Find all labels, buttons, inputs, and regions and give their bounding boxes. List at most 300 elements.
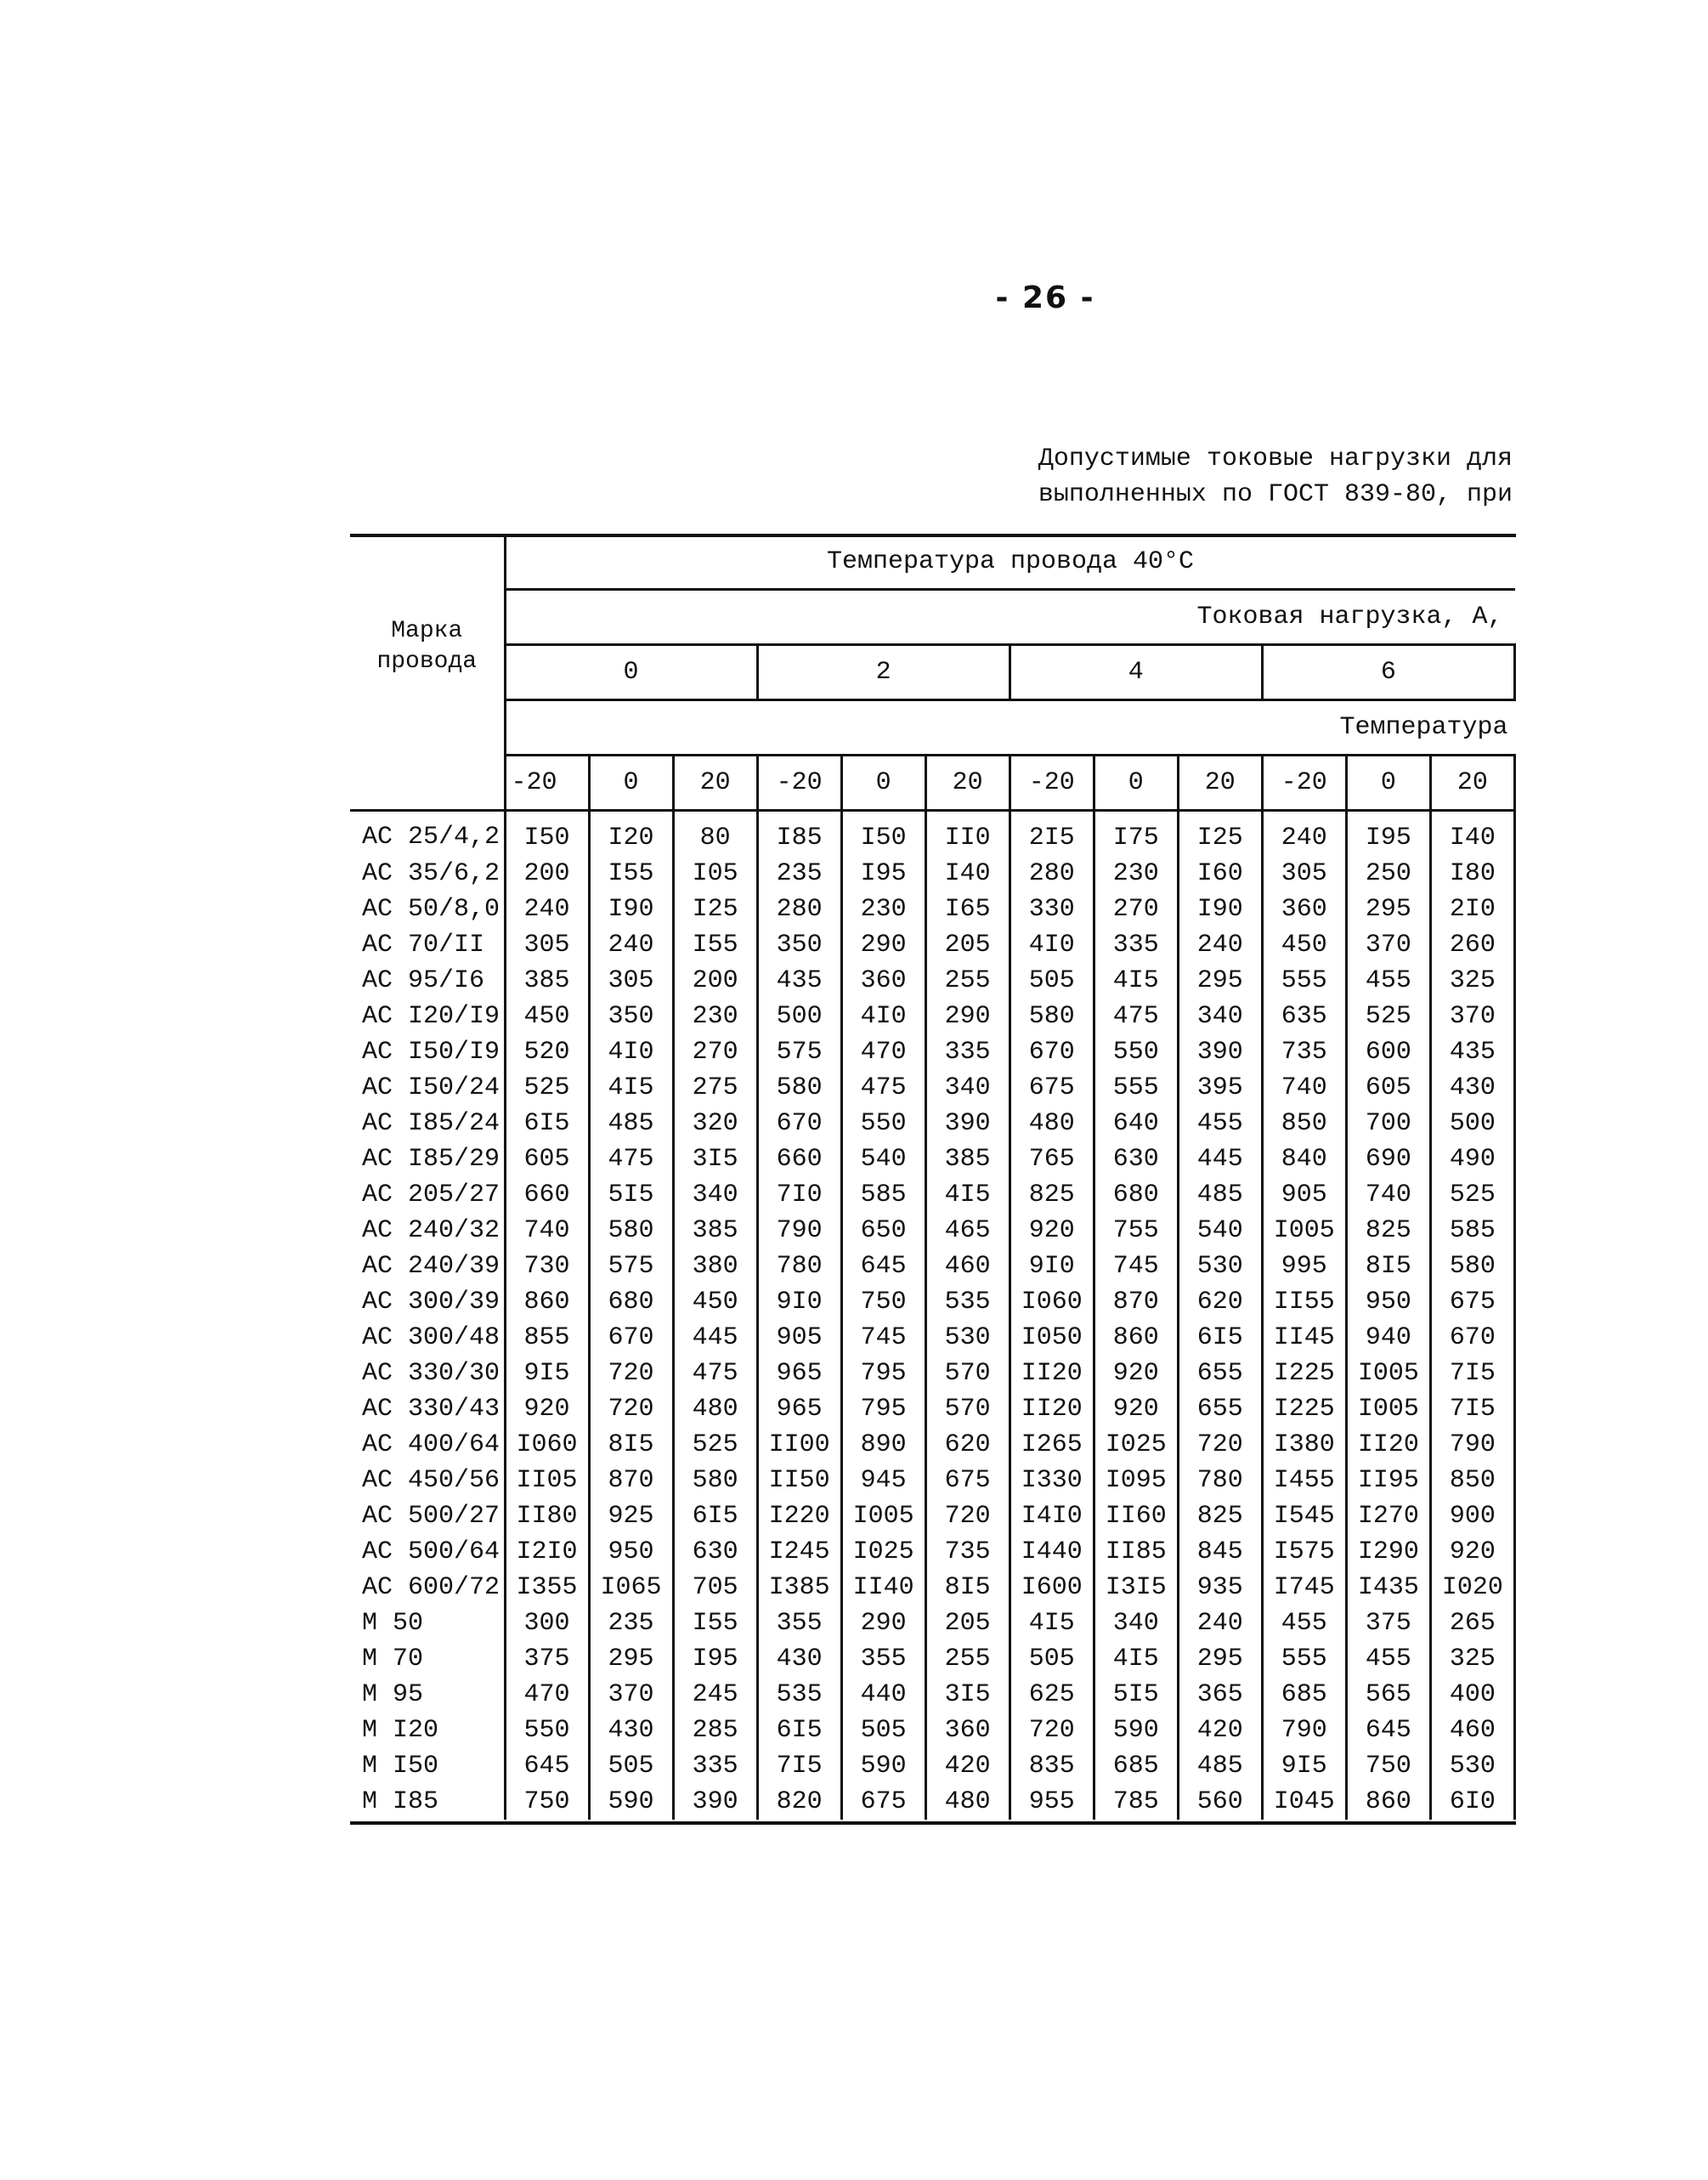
value-cell: 645 bbox=[1346, 1713, 1430, 1748]
value-cell: 360 bbox=[925, 1713, 1010, 1748]
value-cell: 855 bbox=[505, 1320, 589, 1356]
value-cell: 8I5 bbox=[1346, 1249, 1430, 1284]
value-cell: 790 bbox=[757, 1213, 841, 1249]
value-cell: 565 bbox=[1346, 1677, 1430, 1713]
value-cell: 890 bbox=[841, 1427, 925, 1463]
value-cell: I440 bbox=[1010, 1534, 1094, 1570]
value-cell: 955 bbox=[1010, 1784, 1094, 1820]
wire-name-cell: М I85 bbox=[350, 1784, 505, 1820]
temperature-cell: 0 bbox=[1094, 756, 1178, 811]
value-cell: I020 bbox=[1430, 1570, 1514, 1605]
value-cell: 370 bbox=[1430, 999, 1514, 1034]
value-cell: I745 bbox=[1262, 1570, 1346, 1605]
table-row bbox=[350, 856, 1515, 892]
value-cell: 385 bbox=[673, 1213, 757, 1249]
value-cell: 6I0 bbox=[1430, 1784, 1514, 1820]
value-cell: 580 bbox=[757, 1070, 841, 1106]
value-cell: I455 bbox=[1262, 1463, 1346, 1498]
value-cell: 235 bbox=[589, 1605, 673, 1641]
value-cell: 330 bbox=[1010, 892, 1094, 927]
value-cell: 920 bbox=[1094, 1391, 1178, 1427]
value-cell: 205 bbox=[925, 1605, 1010, 1641]
value-cell: 305 bbox=[589, 963, 673, 999]
wire-name-cell: АС I85/24 bbox=[350, 1106, 505, 1141]
wire-name-cell: АС 330/43 bbox=[350, 1391, 505, 1427]
value-cell: 300 bbox=[505, 1605, 589, 1641]
value-cell: 340 bbox=[673, 1177, 757, 1213]
table-row bbox=[350, 999, 1515, 1034]
table-row bbox=[350, 963, 1515, 999]
value-cell: 295 bbox=[1346, 892, 1430, 927]
value-cell: 255 bbox=[925, 1641, 1010, 1677]
speed-header-4: 4 bbox=[1010, 645, 1262, 700]
value-cell: 455 bbox=[1178, 1106, 1262, 1141]
wire-name-cell: АС 70/II bbox=[350, 927, 505, 963]
value-cell: 720 bbox=[1178, 1427, 1262, 1463]
temperature-cell: -20 bbox=[1262, 756, 1346, 811]
value-cell: 735 bbox=[1262, 1034, 1346, 1070]
wire-name-cell: М I20 bbox=[350, 1713, 505, 1748]
value-cell: 7I0 bbox=[757, 1177, 841, 1213]
value-cell: 200 bbox=[673, 963, 757, 999]
value-cell: 555 bbox=[1262, 963, 1346, 999]
value-cell: 4I0 bbox=[1010, 927, 1094, 963]
value-cell: I05 bbox=[673, 856, 757, 892]
value-cell: I40 bbox=[925, 856, 1010, 892]
value-cell: 675 bbox=[1010, 1070, 1094, 1106]
value-cell: 655 bbox=[1178, 1391, 1262, 1427]
value-cell: I80 bbox=[1430, 856, 1514, 892]
table-row bbox=[350, 1641, 1515, 1677]
wire-name-cell: АС I85/29 bbox=[350, 1141, 505, 1177]
value-cell: 750 bbox=[505, 1784, 589, 1820]
value-cell: 6I5 bbox=[757, 1713, 841, 1748]
load-table-wrapper bbox=[350, 535, 1516, 1820]
value-cell: I20 bbox=[589, 811, 673, 857]
value-cell: 9I0 bbox=[757, 1284, 841, 1320]
value-cell: 240 bbox=[1178, 1605, 1262, 1641]
value-cell: II20 bbox=[1346, 1427, 1430, 1463]
table-row bbox=[350, 1356, 1515, 1391]
table-row bbox=[350, 1713, 1515, 1748]
table-row bbox=[350, 1070, 1515, 1106]
value-cell: 645 bbox=[841, 1249, 925, 1284]
value-cell: II45 bbox=[1262, 1320, 1346, 1356]
value-cell: 480 bbox=[673, 1391, 757, 1427]
temperature-cell: 0 bbox=[841, 756, 925, 811]
table-row bbox=[350, 892, 1515, 927]
value-cell: I065 bbox=[589, 1570, 673, 1605]
wire-name-cell: АС 450/56 bbox=[350, 1463, 505, 1498]
value-cell: 290 bbox=[841, 927, 925, 963]
value-cell: 795 bbox=[841, 1391, 925, 1427]
value-cell: 925 bbox=[589, 1498, 673, 1534]
value-cell: I65 bbox=[925, 892, 1010, 927]
value-cell: 745 bbox=[1094, 1249, 1178, 1284]
speed-header-6: 6 bbox=[1262, 645, 1514, 700]
table-row bbox=[350, 1249, 1515, 1284]
wire-name-cell: АС 300/48 bbox=[350, 1320, 505, 1356]
value-cell: II0 bbox=[925, 811, 1010, 857]
value-cell: 4I5 bbox=[1094, 1641, 1178, 1677]
wire-name-cell: АС 25/4,2 bbox=[350, 811, 505, 857]
value-cell: 630 bbox=[1094, 1141, 1178, 1177]
table-row bbox=[350, 1177, 1515, 1213]
value-cell: 4I5 bbox=[589, 1070, 673, 1106]
value-cell: I90 bbox=[589, 892, 673, 927]
temperature-cell: 0 bbox=[589, 756, 673, 811]
value-cell: 385 bbox=[505, 963, 589, 999]
value-cell: 735 bbox=[925, 1534, 1010, 1570]
value-cell: II20 bbox=[1010, 1356, 1094, 1391]
value-cell: 860 bbox=[1094, 1320, 1178, 1356]
value-cell: 675 bbox=[841, 1784, 925, 1820]
value-cell: 720 bbox=[925, 1498, 1010, 1534]
value-cell: 555 bbox=[1262, 1641, 1346, 1677]
wire-name-cell: АС 240/39 bbox=[350, 1249, 505, 1284]
temperature-cell: 20 bbox=[925, 756, 1010, 811]
value-cell: II85 bbox=[1094, 1534, 1178, 1570]
value-cell: I355 bbox=[505, 1570, 589, 1605]
value-cell: 4I0 bbox=[841, 999, 925, 1034]
value-cell: I90 bbox=[1178, 892, 1262, 927]
wire-name-cell: АС 600/72 bbox=[350, 1570, 505, 1605]
value-cell: II20 bbox=[1010, 1391, 1094, 1427]
value-cell: 4I0 bbox=[589, 1034, 673, 1070]
value-cell: 590 bbox=[1094, 1713, 1178, 1748]
value-cell: I25 bbox=[673, 892, 757, 927]
value-cell: 840 bbox=[1262, 1141, 1346, 1177]
value-cell: 80 bbox=[673, 811, 757, 857]
value-cell: I95 bbox=[673, 1641, 757, 1677]
value-cell: 905 bbox=[1262, 1177, 1346, 1213]
speed-header-2: 2 bbox=[757, 645, 1010, 700]
value-cell: I55 bbox=[673, 927, 757, 963]
value-cell: 920 bbox=[1010, 1213, 1094, 1249]
value-cell: 580 bbox=[1010, 999, 1094, 1034]
temperature-cell: -20 bbox=[757, 756, 841, 811]
value-cell: 325 bbox=[1430, 963, 1514, 999]
value-cell: I50 bbox=[841, 811, 925, 857]
value-cell: 795 bbox=[841, 1356, 925, 1391]
value-cell: 920 bbox=[1094, 1356, 1178, 1391]
value-cell: 685 bbox=[1262, 1677, 1346, 1713]
value-cell: 825 bbox=[1178, 1498, 1262, 1534]
value-cell: 475 bbox=[589, 1141, 673, 1177]
value-cell: 485 bbox=[589, 1106, 673, 1141]
value-cell: 8I5 bbox=[589, 1427, 673, 1463]
value-cell: I385 bbox=[757, 1570, 841, 1605]
value-cell: 525 bbox=[1430, 1177, 1514, 1213]
value-cell: 690 bbox=[1346, 1141, 1430, 1177]
table-row bbox=[350, 1213, 1515, 1249]
wire-name-cell: АС 95/I6 bbox=[350, 963, 505, 999]
value-cell: 740 bbox=[1346, 1177, 1430, 1213]
value-cell: I25 bbox=[1178, 811, 1262, 857]
value-cell: 850 bbox=[1430, 1463, 1514, 1498]
value-cell: I545 bbox=[1262, 1498, 1346, 1534]
value-cell: 660 bbox=[757, 1141, 841, 1177]
wire-name-cell: АС 330/30 bbox=[350, 1356, 505, 1391]
value-cell: 605 bbox=[505, 1141, 589, 1177]
temperature-cell: 20 bbox=[1178, 756, 1262, 811]
table-body bbox=[350, 811, 1515, 1820]
value-cell: II80 bbox=[505, 1498, 589, 1534]
value-cell: 670 bbox=[1010, 1034, 1094, 1070]
wire-name-cell: АС 300/39 bbox=[350, 1284, 505, 1320]
value-cell: 6I5 bbox=[505, 1106, 589, 1141]
value-cell: 475 bbox=[1094, 999, 1178, 1034]
value-cell: 575 bbox=[589, 1249, 673, 1284]
value-cell: 430 bbox=[757, 1641, 841, 1677]
wire-name-cell: АС I50/24 bbox=[350, 1070, 505, 1106]
value-cell: 575 bbox=[757, 1034, 841, 1070]
value-cell: I060 bbox=[505, 1427, 589, 1463]
wire-name-cell: АС I50/I9 bbox=[350, 1034, 505, 1070]
value-cell: 480 bbox=[1010, 1106, 1094, 1141]
value-cell: I55 bbox=[589, 856, 673, 892]
wire-name-cell: М I50 bbox=[350, 1748, 505, 1784]
value-cell: 260 bbox=[1430, 927, 1514, 963]
value-cell: I60 bbox=[1178, 856, 1262, 892]
value-cell: 230 bbox=[673, 999, 757, 1034]
value-cell: 605 bbox=[1346, 1070, 1430, 1106]
value-cell: I290 bbox=[1346, 1534, 1430, 1570]
value-cell: 350 bbox=[757, 927, 841, 963]
value-cell: 585 bbox=[1430, 1213, 1514, 1249]
value-cell: 265 bbox=[1430, 1605, 1514, 1641]
value-cell: 670 bbox=[589, 1320, 673, 1356]
value-cell: 340 bbox=[925, 1070, 1010, 1106]
value-cell: 280 bbox=[757, 892, 841, 927]
value-cell: 420 bbox=[1178, 1713, 1262, 1748]
value-cell: 9I5 bbox=[1262, 1748, 1346, 1784]
value-cell: II55 bbox=[1262, 1284, 1346, 1320]
value-cell: 580 bbox=[1430, 1249, 1514, 1284]
value-cell: 7I5 bbox=[1430, 1391, 1514, 1427]
value-cell: 640 bbox=[1094, 1106, 1178, 1141]
value-cell: 475 bbox=[673, 1356, 757, 1391]
value-cell: 320 bbox=[673, 1106, 757, 1141]
value-cell: 240 bbox=[1262, 811, 1346, 857]
value-cell: 645 bbox=[505, 1748, 589, 1784]
table-row bbox=[350, 1748, 1515, 1784]
value-cell: 530 bbox=[1178, 1249, 1262, 1284]
value-cell: 275 bbox=[673, 1070, 757, 1106]
value-cell: 750 bbox=[841, 1284, 925, 1320]
value-cell: 485 bbox=[1178, 1177, 1262, 1213]
temperature-cell: -20 bbox=[505, 756, 589, 811]
header-separator-rule bbox=[350, 809, 1516, 812]
value-cell: I025 bbox=[841, 1534, 925, 1570]
value-cell: 670 bbox=[757, 1106, 841, 1141]
value-cell: 780 bbox=[757, 1249, 841, 1284]
value-cell: 6I5 bbox=[1178, 1320, 1262, 1356]
value-cell: 5I5 bbox=[1094, 1677, 1178, 1713]
value-cell: 2I5 bbox=[1010, 811, 1094, 857]
value-cell: II95 bbox=[1346, 1463, 1430, 1498]
value-cell: 785 bbox=[1094, 1784, 1178, 1820]
value-cell: 950 bbox=[1346, 1284, 1430, 1320]
value-cell: 505 bbox=[841, 1713, 925, 1748]
value-cell: 535 bbox=[757, 1677, 841, 1713]
value-cell: 720 bbox=[589, 1356, 673, 1391]
table-row bbox=[350, 1034, 1515, 1070]
value-cell: 440 bbox=[841, 1677, 925, 1713]
value-cell: 590 bbox=[841, 1748, 925, 1784]
value-cell: 635 bbox=[1262, 999, 1346, 1034]
value-cell: 680 bbox=[1094, 1177, 1178, 1213]
table-row bbox=[350, 1391, 1515, 1427]
value-cell: I85 bbox=[757, 811, 841, 857]
value-cell: 870 bbox=[589, 1463, 673, 1498]
table-row bbox=[350, 1141, 1515, 1177]
value-cell: 505 bbox=[1010, 1641, 1094, 1677]
value-cell: 7I5 bbox=[757, 1748, 841, 1784]
temperature-cell: 20 bbox=[1430, 756, 1514, 811]
value-cell: 385 bbox=[925, 1141, 1010, 1177]
value-cell: 250 bbox=[1346, 856, 1430, 892]
value-cell: 305 bbox=[505, 927, 589, 963]
value-cell: 620 bbox=[925, 1427, 1010, 1463]
value-cell: I3I5 bbox=[1094, 1570, 1178, 1605]
value-cell: 585 bbox=[841, 1177, 925, 1213]
value-cell: 375 bbox=[1346, 1605, 1430, 1641]
value-cell: 550 bbox=[505, 1713, 589, 1748]
value-cell: 450 bbox=[673, 1284, 757, 1320]
value-cell: 570 bbox=[925, 1391, 1010, 1427]
wire-temp-header: Температура провода 40°C bbox=[505, 535, 1515, 590]
wire-name-cell: АС 500/27 bbox=[350, 1498, 505, 1534]
value-cell: 620 bbox=[1178, 1284, 1262, 1320]
value-cell: 290 bbox=[841, 1605, 925, 1641]
value-cell: 205 bbox=[925, 927, 1010, 963]
value-cell: 4I5 bbox=[1010, 1605, 1094, 1641]
table-row bbox=[350, 927, 1515, 963]
table-row bbox=[350, 1320, 1515, 1356]
value-cell: 420 bbox=[925, 1748, 1010, 1784]
value-cell: 350 bbox=[589, 999, 673, 1034]
value-cell: 790 bbox=[1262, 1713, 1346, 1748]
value-cell: 455 bbox=[1346, 1641, 1430, 1677]
value-cell: 255 bbox=[925, 963, 1010, 999]
wire-name-cell: АС 500/64 bbox=[350, 1534, 505, 1570]
value-cell: 560 bbox=[1178, 1784, 1262, 1820]
value-cell: 505 bbox=[589, 1748, 673, 1784]
value-cell: 995 bbox=[1262, 1249, 1346, 1284]
value-cell: 470 bbox=[841, 1034, 925, 1070]
wire-name-cell: М 95 bbox=[350, 1677, 505, 1713]
value-cell: 705 bbox=[673, 1570, 757, 1605]
temperature-cell: -20 bbox=[1010, 756, 1094, 811]
value-cell: 9I5 bbox=[505, 1356, 589, 1391]
table-row bbox=[350, 1284, 1515, 1320]
value-cell: 580 bbox=[589, 1213, 673, 1249]
value-cell: I95 bbox=[1346, 811, 1430, 857]
value-cell: I380 bbox=[1262, 1427, 1346, 1463]
value-cell: 460 bbox=[1430, 1713, 1514, 1748]
wire-name-cell: АС 35/6,2 bbox=[350, 856, 505, 892]
table-row bbox=[350, 1106, 1515, 1141]
value-cell: I005 bbox=[1262, 1213, 1346, 1249]
value-cell: 430 bbox=[1430, 1070, 1514, 1106]
value-cell: 950 bbox=[589, 1534, 673, 1570]
value-cell: 500 bbox=[757, 999, 841, 1034]
value-cell: I245 bbox=[757, 1534, 841, 1570]
value-cell: 9I0 bbox=[1010, 1249, 1094, 1284]
value-cell: 525 bbox=[505, 1070, 589, 1106]
value-cell: 920 bbox=[1430, 1534, 1514, 1570]
value-cell: 240 bbox=[1178, 927, 1262, 963]
value-cell: 535 bbox=[925, 1284, 1010, 1320]
value-cell: 460 bbox=[925, 1249, 1010, 1284]
value-cell: 650 bbox=[841, 1213, 925, 1249]
value-cell: 370 bbox=[589, 1677, 673, 1713]
value-cell: 965 bbox=[757, 1356, 841, 1391]
value-cell: 235 bbox=[757, 856, 841, 892]
value-cell: 245 bbox=[673, 1677, 757, 1713]
value-cell: 790 bbox=[1430, 1427, 1514, 1463]
value-cell: 625 bbox=[1010, 1677, 1094, 1713]
value-cell: 525 bbox=[673, 1427, 757, 1463]
value-cell: 230 bbox=[1094, 856, 1178, 892]
value-cell: 290 bbox=[925, 999, 1010, 1034]
value-cell: 325 bbox=[1430, 1641, 1514, 1677]
value-cell: I265 bbox=[1010, 1427, 1094, 1463]
value-cell: 755 bbox=[1094, 1213, 1178, 1249]
value-cell: 685 bbox=[1094, 1748, 1178, 1784]
value-cell: 8I5 bbox=[925, 1570, 1010, 1605]
value-cell: 860 bbox=[1346, 1784, 1430, 1820]
value-cell: 900 bbox=[1430, 1498, 1514, 1534]
table-caption-line-2: выполненных по ГОСТ 839-80, при bbox=[1038, 480, 1513, 509]
value-cell: 380 bbox=[673, 1249, 757, 1284]
value-cell: I270 bbox=[1346, 1498, 1430, 1534]
value-cell: 945 bbox=[841, 1463, 925, 1498]
value-cell: 435 bbox=[757, 963, 841, 999]
value-cell: 765 bbox=[1010, 1141, 1094, 1177]
value-cell: 940 bbox=[1346, 1320, 1430, 1356]
value-cell: 360 bbox=[1262, 892, 1346, 927]
value-cell: II40 bbox=[841, 1570, 925, 1605]
temperature-row bbox=[350, 756, 1515, 811]
value-cell: 465 bbox=[925, 1213, 1010, 1249]
table-row bbox=[350, 1605, 1515, 1641]
value-cell: 335 bbox=[925, 1034, 1010, 1070]
value-cell: 530 bbox=[925, 1320, 1010, 1356]
value-cell: 450 bbox=[1262, 927, 1346, 963]
value-cell: 820 bbox=[757, 1784, 841, 1820]
table-row bbox=[350, 1498, 1515, 1534]
value-cell: 480 bbox=[925, 1784, 1010, 1820]
value-cell: 395 bbox=[1178, 1070, 1262, 1106]
value-cell: 520 bbox=[505, 1034, 589, 1070]
value-cell: I060 bbox=[1010, 1284, 1094, 1320]
value-cell: 485 bbox=[1178, 1748, 1262, 1784]
air-temp-header: Температура bbox=[505, 700, 1515, 756]
value-cell: I005 bbox=[1346, 1391, 1430, 1427]
value-cell: I2I0 bbox=[505, 1534, 589, 1570]
table-bottom-rule bbox=[350, 1821, 1516, 1825]
value-cell: I330 bbox=[1010, 1463, 1094, 1498]
value-cell: 780 bbox=[1178, 1463, 1262, 1498]
value-cell: 4I5 bbox=[925, 1177, 1010, 1213]
value-cell: 740 bbox=[505, 1213, 589, 1249]
value-cell: I025 bbox=[1094, 1427, 1178, 1463]
value-cell: 550 bbox=[841, 1106, 925, 1141]
value-cell: 680 bbox=[589, 1284, 673, 1320]
page-number: - 26 - bbox=[995, 280, 1095, 315]
